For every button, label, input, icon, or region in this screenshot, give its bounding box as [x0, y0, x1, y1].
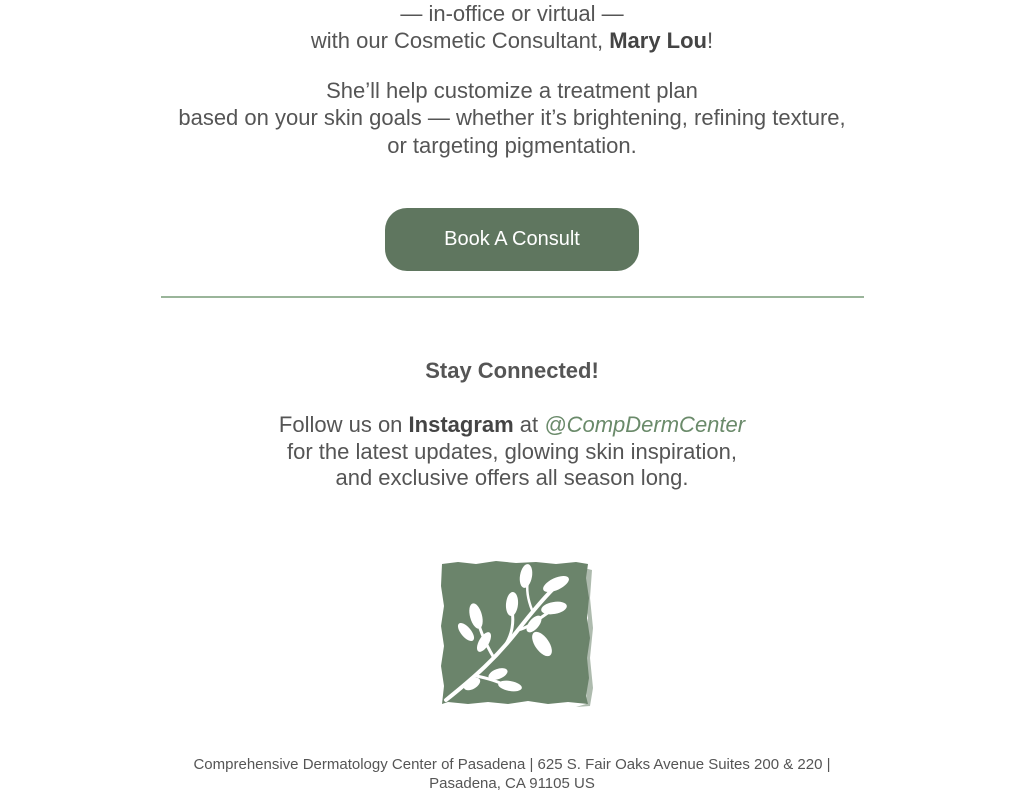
consultant-line [0, 27, 1024, 54]
stay-connected-heading: Stay Connected! [425, 358, 599, 383]
follow-at: at [513, 412, 545, 437]
footer-address-line-2: Pasadena, CA 91105 US [429, 775, 595, 792]
book-consult-button[interactable]: Book A Consult [385, 208, 639, 271]
follow-line-3: and exclusive offers all season long. [335, 465, 689, 490]
treatment-paragraph-line-1: She’ll help customize a treatment plan [326, 78, 698, 103]
instagram-label: Instagram [408, 412, 514, 437]
treatment-paragraph-line-3: or targeting pigmentation. [387, 133, 637, 158]
consult-mode-line: — in-office or virtual — [400, 1, 624, 26]
follow-prefix: Follow us on [278, 412, 409, 437]
consultant-line-prefix: with our Cosmetic Consultant, [310, 28, 610, 53]
follow-line [0, 411, 1024, 438]
instagram-handle-link[interactable]: @CompDermCenter [544, 412, 746, 437]
consultant-line-suffix: ! [707, 28, 714, 53]
treatment-paragraph-line-2: based on your skin goals — whether it’s brightening, refining texture, [178, 105, 846, 130]
footer-address-line-1: Comprehensive Dermatology Center of Pasadena | 625 S. Fair Oaks Avenue Suites 200 & 220 | [193, 756, 831, 773]
leafy-branch-icon [436, 558, 594, 708]
consultant-name: Mary Lou [609, 28, 707, 53]
section-divider [161, 296, 864, 298]
follow-line-2: for the latest updates, glowing skin inspiration, [286, 439, 738, 464]
